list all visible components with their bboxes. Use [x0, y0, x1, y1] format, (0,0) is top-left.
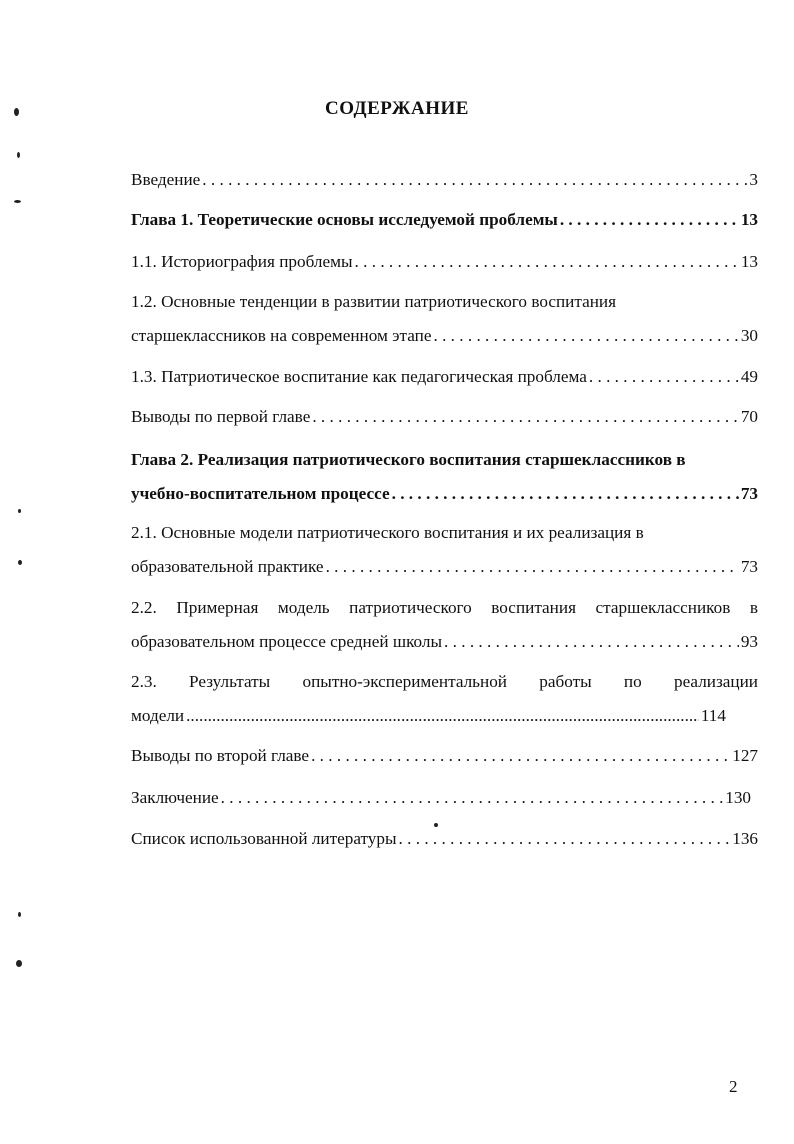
toc-entry-label-line2: образовательной практике	[131, 557, 324, 576]
toc-entry-references[interactable]	[131, 827, 758, 851]
toc-entry-page: 130	[725, 788, 751, 807]
dot-leader	[326, 555, 739, 579]
scan-speck	[18, 912, 21, 917]
toc-entry-page: 114	[700, 706, 726, 725]
toc-entry-label-line2: модели	[131, 706, 185, 725]
toc-entry-section-2-3[interactable]	[131, 670, 758, 728]
toc-entry-page: 127	[732, 746, 758, 765]
toc-entry-introduction[interactable]	[131, 168, 758, 192]
toc-entry-label: Выводы по первой главе	[131, 407, 311, 426]
toc-entry-label-line2: старшеклассников на современном этапе	[131, 326, 432, 345]
toc-entry-chapter-1[interactable]	[131, 208, 758, 232]
scan-speck	[14, 108, 19, 116]
toc-entry-section-2-2[interactable]	[131, 596, 758, 654]
toc-entry-page: 30	[740, 326, 758, 345]
toc-entry-label: Глава 1. Теоретические основы исследуемой проблемы	[131, 210, 558, 229]
scan-speck	[18, 560, 22, 565]
toc-entry-label-line2: образовательном процессе средней школы	[131, 632, 443, 651]
toc-entry-section-1-1[interactable]	[131, 250, 758, 274]
toc-entry-section-1-2[interactable]	[131, 290, 758, 348]
toc-entry-label: Список использованной литературы	[131, 829, 397, 848]
toc-entry-page: 136	[732, 829, 758, 848]
scan-speck	[16, 960, 22, 967]
toc-entry-label: Заключение	[131, 788, 219, 807]
toc-entry-label: 1.1. Историография проблемы	[131, 252, 353, 271]
toc-entry-label: 1.3. Патриотическое воспитание как педагогическая проблема	[131, 367, 587, 386]
toc-entry-section-2-1[interactable]	[131, 521, 758, 579]
dot-leader	[433, 324, 738, 348]
scan-speck	[434, 823, 438, 827]
toc-entry-label-line2: учебно-воспитательном процессе	[131, 484, 390, 503]
toc-entry-page: 49	[740, 367, 758, 386]
toc-entry-label: Введение	[131, 170, 201, 189]
scan-speck	[17, 152, 20, 158]
dot-leader	[444, 630, 739, 654]
toc-entry-conclusion[interactable]	[131, 786, 758, 810]
toc-entry-page: 13	[740, 252, 758, 271]
page-number: 2	[729, 1077, 738, 1096]
scan-speck	[18, 509, 21, 513]
scan-speck	[14, 200, 21, 203]
toc-entry-section-1-3[interactable]	[131, 365, 758, 389]
dot-leader	[392, 482, 739, 506]
toc-entry-conclusions-chapter-1[interactable]	[131, 405, 758, 429]
toc-entry-page: 70	[740, 407, 758, 426]
toc-entry-page: 73	[740, 484, 758, 503]
toc-entry-page: 13	[740, 210, 758, 229]
toc-entry-page: 93	[740, 632, 758, 651]
dot-leader	[186, 704, 699, 728]
toc-entry-chapter-2[interactable]	[131, 448, 758, 506]
toc-entry-label-line1: Глава 2. Реализация патриотического воспитания старшеклассников в	[131, 450, 686, 469]
toc-entry-page: 3	[749, 170, 758, 189]
toc-entry-label-line1: 2.2. Примерная модель патриотического воспитания старшеклассников в	[131, 598, 758, 617]
dot-leader	[311, 744, 730, 768]
toc-entry-label-line1: 2.1. Основные модели патриотического воспитания и их реализация в	[131, 523, 644, 542]
dot-leader	[355, 250, 739, 274]
toc-entry-label-line1: 1.2. Основные тенденции в развитии патриотического воспитания	[131, 292, 617, 311]
dot-leader	[399, 827, 731, 851]
toc-entry-page: 73	[740, 557, 758, 576]
dot-leader	[312, 405, 738, 429]
dot-leader	[589, 365, 739, 389]
dot-leader	[202, 168, 747, 192]
dot-leader	[560, 208, 739, 232]
dot-leader	[221, 786, 724, 810]
toc-entry-label: Выводы по второй главе	[131, 746, 310, 765]
toc-entry-label-line1: 2.3. Результаты опытно-экспериментальной работы по реализации	[131, 672, 758, 691]
page-title: СОДЕРЖАНИЕ	[325, 98, 469, 119]
toc-entry-conclusions-chapter-2[interactable]	[131, 744, 758, 768]
